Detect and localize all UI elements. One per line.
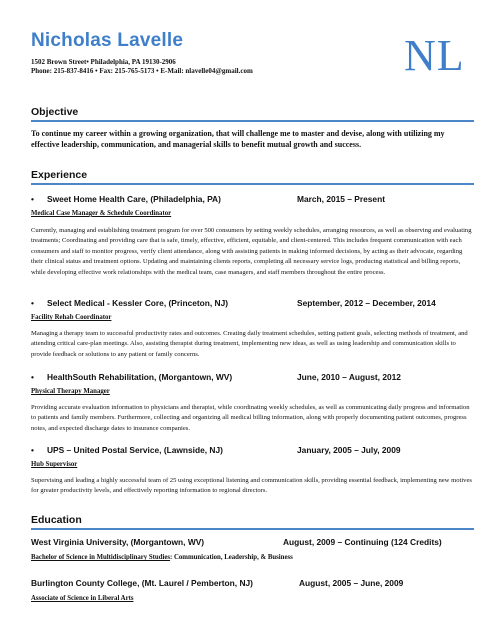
experience-title: Experience: [31, 169, 88, 181]
job-role: Hub Supervisor: [31, 461, 78, 468]
job-description: Providing accurate evaluation information to physicians and therapist, while coordinating weekly schedules, as well as communicating daily progress and information to patients and family members. Furthermore, collecting and organizing all medical billing information, along with properly documenting patient outcomes, progress notes, and expected discharge dates to insurance companies.: [31, 404, 470, 432]
education-divider: [31, 528, 474, 530]
school-dates: August, 2005 – June, 2009: [299, 578, 404, 588]
objective-title: Objective: [31, 106, 79, 118]
degree-line: [31, 554, 293, 561]
candidate-name: Nicholas Lavelle: [31, 30, 184, 51]
address-line: 1502 Brown Street• Philadelphia, PA 19130-2906: [31, 58, 176, 66]
job-description: Supervising and leading a highly successful team of 25 using exceptional listening and communication skills, providing essential feedback, implementing new motives for greater productivity levels, and effectively reporting information to regional directors.: [31, 477, 472, 495]
objective-divider: [31, 120, 474, 122]
bullet-icon: •: [31, 445, 34, 455]
school-name: Burlington County College, (Mt. Laurel / Pemberton, NJ): [31, 578, 253, 588]
job-company: HealthSouth Rehabilitation, (Morgantown, WV): [47, 372, 233, 382]
experience-divider: [31, 183, 474, 185]
job-role: Medical Case Manager & Schedule Coordinator: [31, 210, 172, 217]
job-company: UPS – United Postal Service, (Lawnside, NJ): [47, 445, 223, 455]
phone-line: Phone: 215-837-8416 • Fax: 215-765-5173 • E-Mail: nlavelle04@gmail.com: [31, 67, 253, 75]
job-description: Managing a therapy team to successful productivity rates and outcomes. Creating daily treatment schedules, setting patient goals, selecting methods of treatment, and attending critical care-plan meetings. Also, assisting therapist during treatment, implementing new ideas, as well as using leadership and communication skills to provide feedback or solutions to any patient or family concerns.: [31, 330, 468, 358]
job-role: Physical Therapy Manager: [31, 388, 110, 395]
bullet-icon: •: [31, 298, 34, 308]
school-dates: August, 2009 – Continuing (124 Credits): [283, 537, 442, 547]
job-dates: January, 2005 – July, 2009: [297, 445, 401, 455]
degree-name: Associate of Science in Liberal Arts: [31, 595, 134, 602]
job-description: Currently, managing and establishing treatment program for over 500 consumers by setting weekly schedules, arranging resources, as well as observing and evaluating treatments; Coordinating and providing care that is safe, timely, effective, efficient, equitable, and client-centered. This includes frequent communication with each consumers and staff to monitor progress, verify client attendance, along with assisting patients in making informed decisions, by acting as their advocate, regarding their clinical status and treatment options. Updating and maintaining clients reports, completing all necessary service logs, producing statistical and billing reports, while developing effective work relationships with the medical team, case managers, and staff members throughout the entire process.: [31, 227, 472, 276]
degree-suffix: : Communication, Leadership, & Business: [170, 554, 293, 561]
monogram-logo: NL: [404, 31, 465, 80]
degree-line: [31, 595, 134, 602]
job-dates: March, 2015 – Present: [297, 194, 385, 204]
objective-text: To continue my career within a growing organization, that will challenge me to master and devise, along with utilizing my effective leadership, communication, and managerial skills to benefit mutual growth and success.: [31, 129, 445, 149]
job-role: Facility Rehab Coordinator: [31, 314, 112, 321]
degree-name: Bachelor of Science in Multidisciplinary Studies: [31, 554, 171, 561]
job-company: Sweet Home Health Care, (Philadelphia, PA): [47, 194, 221, 204]
school-name: West Virginia University, (Morgantown, WV): [31, 537, 205, 547]
education-title: Education: [31, 514, 82, 526]
bullet-icon: •: [31, 372, 34, 382]
bullet-icon: •: [31, 194, 34, 204]
job-dates: September, 2012 – December, 2014: [297, 298, 436, 308]
job-dates: June, 2010 – August, 2012: [297, 372, 401, 382]
job-company: Select Medical - Kessler Core, (Princeton, NJ): [47, 298, 229, 308]
